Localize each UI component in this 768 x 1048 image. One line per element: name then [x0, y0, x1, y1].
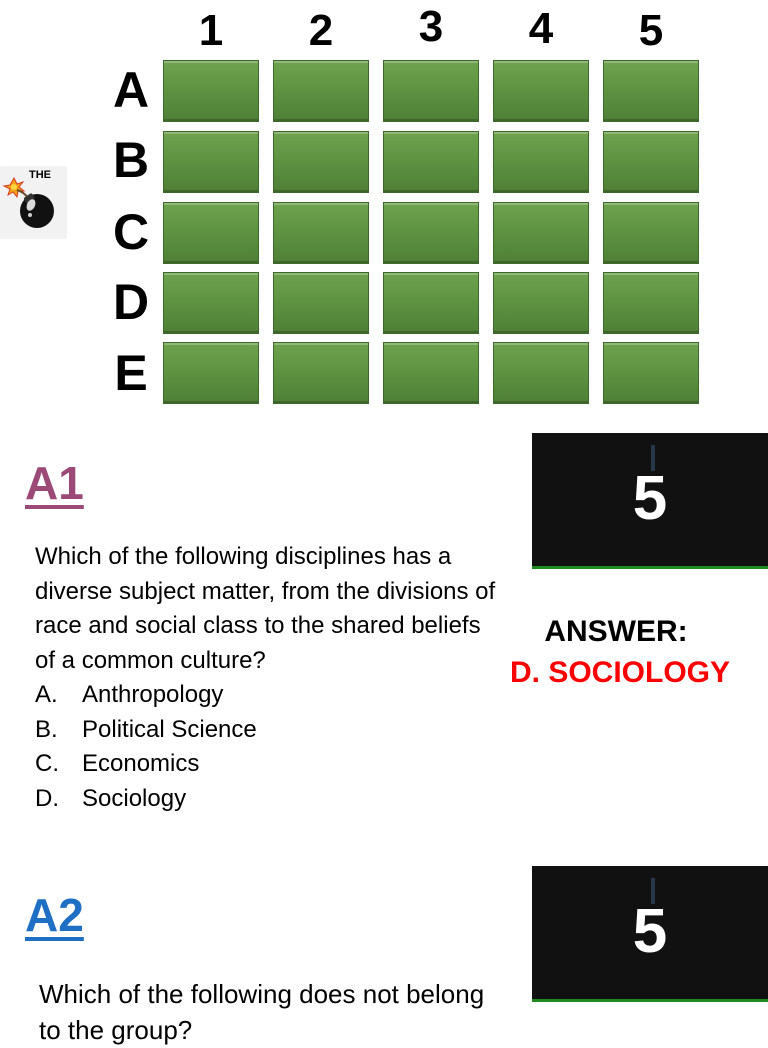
column-header-2: 2 — [308, 6, 334, 55]
option-letter: A. — [35, 681, 58, 708]
question-a2-label: A2 — [25, 889, 84, 941]
tile-a1[interactable] — [163, 60, 259, 122]
question-a2-text: Which of the following does not belong to the group? — [39, 979, 485, 1045]
answer-label: ANSWER: — [544, 615, 688, 648]
option-text: Sociology — [82, 784, 187, 812]
bomb-tile[interactable] — [0, 166, 67, 239]
timer-a1 — [532, 433, 768, 569]
tile-c3[interactable] — [383, 202, 479, 264]
timer-number: 5 — [632, 897, 668, 966]
question-a1 — [35, 540, 505, 816]
tile-d1[interactable] — [163, 272, 259, 334]
row-header-e: E — [114, 345, 148, 401]
option-letter: B. — [35, 715, 58, 743]
row-header-d: D — [112, 274, 150, 330]
tile-d2[interactable] — [273, 272, 369, 334]
tile-e2[interactable] — [273, 342, 369, 404]
option-d — [35, 782, 505, 817]
tile-a4[interactable] — [493, 60, 589, 122]
tile-c2[interactable] — [273, 202, 369, 264]
option-text: Political Science — [82, 715, 257, 743]
bomb-label: THE — [29, 169, 51, 181]
tile-e1[interactable] — [163, 342, 259, 404]
row-header-b: B — [112, 132, 150, 188]
tile-e3[interactable] — [383, 342, 479, 404]
tile-d5[interactable] — [603, 272, 699, 334]
timer-a2 — [532, 866, 768, 1002]
timer-number: 5 — [632, 464, 668, 533]
column-header-5: 5 — [638, 6, 664, 55]
option-a — [35, 678, 505, 713]
option-text: Anthropology — [82, 681, 224, 708]
answer-value: D. SOCIOLOGY — [509, 656, 731, 689]
bomb-icon — [0, 166, 67, 239]
tile-e5[interactable] — [603, 342, 699, 404]
question-a1-label: A1 — [25, 457, 84, 509]
option-c — [35, 747, 505, 782]
tile-b4[interactable] — [493, 131, 589, 193]
option-letter: D. — [35, 784, 59, 812]
tile-e4[interactable] — [493, 342, 589, 404]
tile-a3[interactable] — [383, 60, 479, 122]
tile-a5[interactable] — [603, 60, 699, 122]
tile-b3[interactable] — [383, 131, 479, 193]
tile-c1[interactable] — [163, 202, 259, 264]
tile-c5[interactable] — [603, 202, 699, 264]
question-a1-text: Which of the following disciplines has a diverse subject matter, from the divisions of race and social class to the shared beliefs of a common culture? — [35, 543, 496, 674]
column-header-4: 4 — [528, 4, 554, 53]
column-header-3: 3 — [418, 2, 444, 51]
tile-b1[interactable] — [163, 131, 259, 193]
tile-b2[interactable] — [273, 131, 369, 193]
tile-c4[interactable] — [493, 202, 589, 264]
tile-a2[interactable] — [273, 60, 369, 122]
option-b — [35, 713, 505, 748]
tile-d3[interactable] — [383, 272, 479, 334]
column-header-1: 1 — [198, 6, 224, 55]
option-letter: C. — [35, 750, 59, 777]
tile-d4[interactable] — [493, 272, 589, 334]
row-header-c: C — [112, 204, 150, 260]
tile-b5[interactable] — [603, 131, 699, 193]
row-header-a: A — [112, 62, 150, 118]
option-text: Economics — [82, 750, 200, 777]
